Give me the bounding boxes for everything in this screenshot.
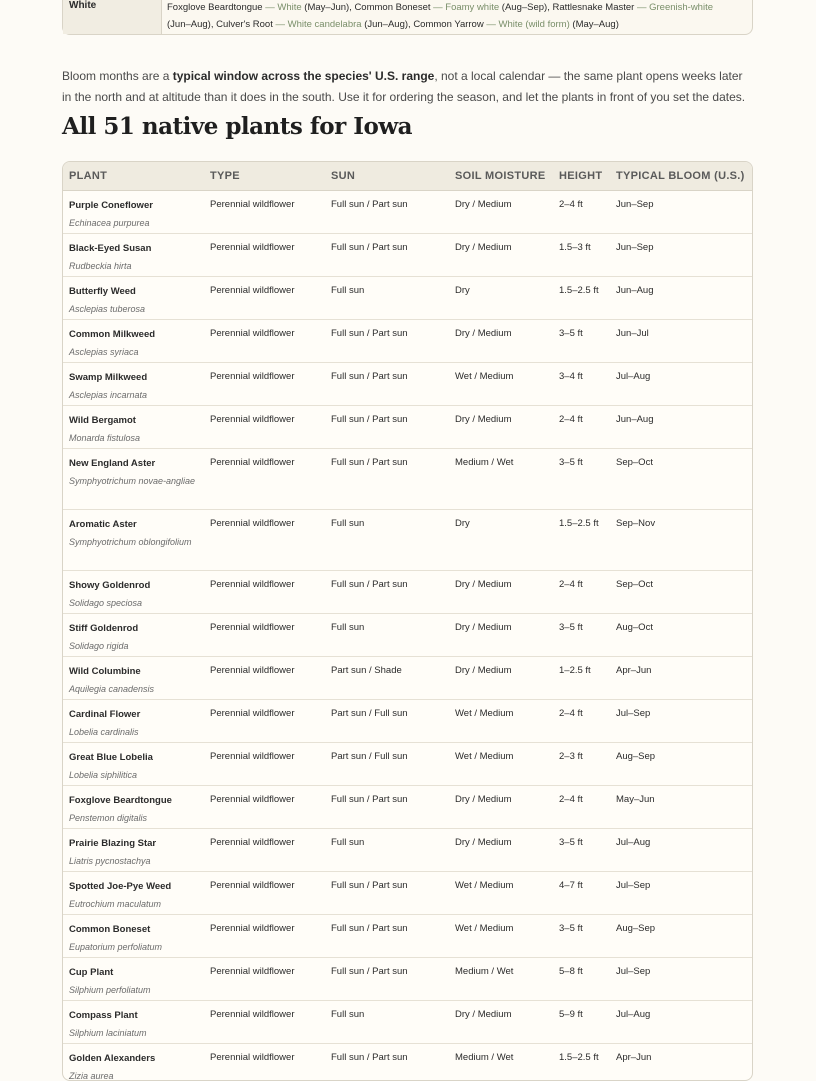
plant-scientific-name: Symphyotrichum oblongifolium xyxy=(69,534,198,551)
plant-cell xyxy=(63,449,204,510)
color-description: — Greenish-white xyxy=(634,2,713,13)
plant-common-name: Golden Alexanders xyxy=(69,1052,198,1066)
bloom-cell: Jun–Aug xyxy=(610,277,753,320)
plant-name-bloom: (Jun–Aug), Common Yarrow xyxy=(364,19,484,30)
table-row xyxy=(63,406,753,449)
plant-common-name: Common Boneset xyxy=(69,923,198,937)
height-cell: 2–4 ft xyxy=(553,191,610,234)
plant-cell xyxy=(63,406,204,449)
plant-name-bloom: (May–Aug) xyxy=(572,19,618,30)
table-header-row xyxy=(63,162,753,191)
plant-type-cell: Perennial wildflower xyxy=(204,915,325,958)
sun-cell: Part sun / Shade xyxy=(325,657,449,700)
bloom-cell: Jul–Sep xyxy=(610,872,753,915)
column-header[interactable]: PLANT xyxy=(63,162,204,191)
bloom-cell: May–Jun xyxy=(610,786,753,829)
plant-cell xyxy=(63,786,204,829)
height-cell: 2–4 ft xyxy=(553,700,610,743)
plant-common-name: Cup Plant xyxy=(69,966,198,980)
plant-common-name: Showy Goldenrod xyxy=(69,579,198,593)
sun-cell: Full sun / Part sun xyxy=(325,191,449,234)
table-row xyxy=(63,510,753,571)
plant-type-cell: Perennial wildflower xyxy=(204,510,325,571)
bloom-cell: Jun–Aug xyxy=(610,406,753,449)
plant-common-name: Spotted Joe-Pye Weed xyxy=(69,880,198,894)
plant-scientific-name: Silphium laciniatum xyxy=(69,1025,198,1042)
height-cell: 3–5 ft xyxy=(553,614,610,657)
column-header[interactable]: SUN xyxy=(325,162,449,191)
sun-cell: Part sun / Full sun xyxy=(325,700,449,743)
sun-cell: Full sun / Part sun xyxy=(325,406,449,449)
plant-scientific-name: Lobelia siphilitica xyxy=(69,767,198,784)
section-heading: All 51 native plants for Iowa xyxy=(62,113,412,140)
bloom-cell: Jul–Aug xyxy=(610,1001,753,1044)
plant-cell xyxy=(63,743,204,786)
soil-moisture-cell: Dry / Medium xyxy=(449,320,553,363)
table-row xyxy=(63,915,753,958)
plant-type-cell: Perennial wildflower xyxy=(204,657,325,700)
color-description: — White candelabra xyxy=(273,19,364,30)
plant-type-cell: Perennial wildflower xyxy=(204,320,325,363)
table-row xyxy=(63,657,753,700)
plant-scientific-name: Solidago rigida xyxy=(69,638,198,655)
bloom-cell: Apr–Jun xyxy=(610,1044,753,1081)
plant-table xyxy=(63,162,753,1081)
color-plant-line xyxy=(167,0,747,16)
table-row xyxy=(63,614,753,657)
table-body xyxy=(63,191,753,1081)
plant-type-cell: Perennial wildflower xyxy=(204,1001,325,1044)
note-text: , not a local calendar — the same plant opens weeks later in the north and at altitude than it does in the south. Use it for ordering the season, and let the plants in front of you set the dates. xyxy=(62,69,745,104)
plant-scientific-name: Penstemon digitalis xyxy=(69,810,198,827)
plant-cell xyxy=(63,234,204,277)
sun-cell: Full sun / Part sun xyxy=(325,786,449,829)
table-row xyxy=(63,743,753,786)
plant-name-bloom: (May–Jun), Common Boneset xyxy=(304,2,430,13)
soil-moisture-cell: Medium / Wet xyxy=(449,1044,553,1081)
height-cell: 1–2.5 ft xyxy=(553,657,610,700)
table-row xyxy=(63,320,753,363)
sun-cell: Full sun / Part sun xyxy=(325,320,449,363)
plant-common-name: Black-Eyed Susan xyxy=(69,242,198,256)
plant-cell xyxy=(63,700,204,743)
color-description: — White (wild form) xyxy=(484,19,573,30)
height-cell: 1.5–2.5 ft xyxy=(553,510,610,571)
height-cell: 5–9 ft xyxy=(553,1001,610,1044)
soil-moisture-cell: Wet / Medium xyxy=(449,872,553,915)
plant-common-name: Purple Coneflower xyxy=(69,199,198,213)
soil-moisture-cell: Dry / Medium xyxy=(449,657,553,700)
plant-scientific-name: Silphium perfoliatum xyxy=(69,982,198,999)
plant-common-name: Cardinal Flower xyxy=(69,708,198,722)
table-row xyxy=(63,700,753,743)
bloom-cell: Jul–Aug xyxy=(610,829,753,872)
table-row xyxy=(63,191,753,234)
height-cell: 1.5–3 ft xyxy=(553,234,610,277)
plant-type-cell: Perennial wildflower xyxy=(204,1044,325,1081)
soil-moisture-cell: Wet / Medium xyxy=(449,915,553,958)
height-cell: 3–5 ft xyxy=(553,449,610,510)
plant-type-cell: Perennial wildflower xyxy=(204,277,325,320)
sun-cell: Full sun xyxy=(325,1001,449,1044)
color-description: — Foamy white xyxy=(431,2,502,13)
table-row xyxy=(63,829,753,872)
height-cell: 2–3 ft xyxy=(553,743,610,786)
soil-moisture-cell: Medium / Wet xyxy=(449,449,553,510)
soil-moisture-cell: Dry / Medium xyxy=(449,614,553,657)
height-cell: 3–5 ft xyxy=(553,829,610,872)
sun-cell: Full sun xyxy=(325,614,449,657)
column-header[interactable]: HEIGHT xyxy=(553,162,610,191)
sun-cell: Full sun / Part sun xyxy=(325,958,449,1001)
color-label: White xyxy=(69,0,96,11)
height-cell: 5–8 ft xyxy=(553,958,610,1001)
plant-common-name: Aromatic Aster xyxy=(69,518,198,532)
plant-common-name: Prairie Blazing Star xyxy=(69,837,198,851)
plant-type-cell: Perennial wildflower xyxy=(204,571,325,614)
bloom-cell: Sep–Oct xyxy=(610,449,753,510)
plant-type-cell: Perennial wildflower xyxy=(204,234,325,277)
plant-common-name: New England Aster xyxy=(69,457,198,471)
color-plant-list xyxy=(167,0,747,33)
column-header[interactable]: TYPE xyxy=(204,162,325,191)
plant-common-name: Foxglove Beardtongue xyxy=(69,794,198,808)
plant-scientific-name: Asclepias syriaca xyxy=(69,344,198,361)
soil-moisture-cell: Dry xyxy=(449,510,553,571)
plant-cell xyxy=(63,614,204,657)
plant-cell xyxy=(63,1044,204,1081)
soil-moisture-cell: Dry / Medium xyxy=(449,829,553,872)
sun-cell: Full sun xyxy=(325,829,449,872)
plant-type-cell: Perennial wildflower xyxy=(204,829,325,872)
sun-cell: Full sun / Part sun xyxy=(325,1044,449,1081)
table-row xyxy=(63,571,753,614)
color-summary-card xyxy=(62,0,753,35)
plant-cell xyxy=(63,571,204,614)
plant-scientific-name: Solidago speciosa xyxy=(69,595,198,612)
plant-scientific-name: Symphyotrichum novae-angliae xyxy=(69,473,198,490)
bloom-cell: Aug–Sep xyxy=(610,915,753,958)
plant-name-bloom: (Aug–Sep), Rattlesnake Master xyxy=(502,2,635,13)
color-label-column xyxy=(63,0,162,34)
plant-common-name: Butterfly Weed xyxy=(69,285,198,299)
plant-cell xyxy=(63,277,204,320)
plant-scientific-name: Asclepias tuberosa xyxy=(69,301,198,318)
soil-moisture-cell: Dry / Medium xyxy=(449,786,553,829)
plant-type-cell: Perennial wildflower xyxy=(204,872,325,915)
soil-moisture-cell: Dry / Medium xyxy=(449,406,553,449)
color-plant-line xyxy=(167,16,747,33)
plant-type-cell: Perennial wildflower xyxy=(204,786,325,829)
plant-cell xyxy=(63,510,204,571)
table-row xyxy=(63,449,753,510)
color-description: — White xyxy=(263,2,305,13)
height-cell: 3–5 ft xyxy=(553,915,610,958)
table-row xyxy=(63,234,753,277)
plant-common-name: Swamp Milkweed xyxy=(69,371,198,385)
soil-moisture-cell: Dry / Medium xyxy=(449,234,553,277)
table-row xyxy=(63,872,753,915)
soil-moisture-cell: Dry / Medium xyxy=(449,1001,553,1044)
table-row xyxy=(63,363,753,406)
plant-scientific-name: Aquilegia canadensis xyxy=(69,681,198,698)
sun-cell: Full sun xyxy=(325,277,449,320)
height-cell: 3–5 ft xyxy=(553,320,610,363)
plant-cell xyxy=(63,829,204,872)
bloom-disclaimer xyxy=(62,66,753,108)
note-text: Bloom months are a xyxy=(62,69,173,83)
plant-common-name: Great Blue Lobelia xyxy=(69,751,198,765)
bloom-cell: Aug–Sep xyxy=(610,743,753,786)
bloom-cell: Aug–Oct xyxy=(610,614,753,657)
sun-cell: Part sun / Full sun xyxy=(325,743,449,786)
bloom-cell: Sep–Nov xyxy=(610,510,753,571)
bloom-cell: Jul–Aug xyxy=(610,363,753,406)
plant-type-cell: Perennial wildflower xyxy=(204,958,325,1001)
plant-common-name: Stiff Goldenrod xyxy=(69,622,198,636)
plant-type-cell: Perennial wildflower xyxy=(204,743,325,786)
soil-moisture-cell: Dry / Medium xyxy=(449,191,553,234)
plant-type-cell: Perennial wildflower xyxy=(204,191,325,234)
plant-cell xyxy=(63,657,204,700)
bloom-cell: Jul–Sep xyxy=(610,700,753,743)
table-row xyxy=(63,1001,753,1044)
plant-type-cell: Perennial wildflower xyxy=(204,406,325,449)
soil-moisture-cell: Medium / Wet xyxy=(449,958,553,1001)
plant-common-name: Common Milkweed xyxy=(69,328,198,342)
sun-cell: Full sun xyxy=(325,510,449,571)
plant-scientific-name: Eupatorium perfoliatum xyxy=(69,939,198,956)
plant-cell xyxy=(63,320,204,363)
plant-type-cell: Perennial wildflower xyxy=(204,363,325,406)
plant-scientific-name: Asclepias incarnata xyxy=(69,387,198,404)
plant-scientific-name: Liatris pycnostachya xyxy=(69,853,198,870)
plant-scientific-name: Lobelia cardinalis xyxy=(69,724,198,741)
sun-cell: Full sun / Part sun xyxy=(325,363,449,406)
height-cell: 1.5–2.5 ft xyxy=(553,277,610,320)
bloom-cell: Sep–Oct xyxy=(610,571,753,614)
plant-scientific-name: Rudbeckia hirta xyxy=(69,258,198,275)
sun-cell: Full sun / Part sun xyxy=(325,449,449,510)
table-row xyxy=(63,1044,753,1081)
note-emphasis: typical window across the species' U.S. range xyxy=(173,69,435,83)
soil-moisture-cell: Wet / Medium xyxy=(449,743,553,786)
sun-cell: Full sun / Part sun xyxy=(325,872,449,915)
plant-type-cell: Perennial wildflower xyxy=(204,614,325,657)
column-header[interactable]: SOIL MOISTURE xyxy=(449,162,553,191)
plant-scientific-name: Eutrochium maculatum xyxy=(69,896,198,913)
plant-scientific-name: Zizia aurea xyxy=(69,1068,198,1081)
plant-cell xyxy=(63,1001,204,1044)
plant-scientific-name: Monarda fistulosa xyxy=(69,430,198,447)
plant-table-container xyxy=(62,161,753,1081)
plant-cell xyxy=(63,363,204,406)
sun-cell: Full sun / Part sun xyxy=(325,915,449,958)
height-cell: 2–4 ft xyxy=(553,571,610,614)
height-cell: 1.5–2.5 ft xyxy=(553,1044,610,1081)
plant-common-name: Wild Bergamot xyxy=(69,414,198,428)
table-row xyxy=(63,277,753,320)
soil-moisture-cell: Wet / Medium xyxy=(449,363,553,406)
column-header[interactable]: TYPICAL BLOOM (U.S.) xyxy=(610,162,753,191)
height-cell: 4–7 ft xyxy=(553,872,610,915)
sun-cell: Full sun / Part sun xyxy=(325,234,449,277)
soil-moisture-cell: Wet / Medium xyxy=(449,700,553,743)
soil-moisture-cell: Dry xyxy=(449,277,553,320)
plant-type-cell: Perennial wildflower xyxy=(204,700,325,743)
height-cell: 2–4 ft xyxy=(553,406,610,449)
bloom-cell: Jun–Jul xyxy=(610,320,753,363)
bloom-cell: Jun–Sep xyxy=(610,234,753,277)
bloom-cell: Jul–Sep xyxy=(610,958,753,1001)
sun-cell: Full sun / Part sun xyxy=(325,571,449,614)
table-row xyxy=(63,958,753,1001)
plant-cell xyxy=(63,958,204,1001)
bloom-cell: Apr–Jun xyxy=(610,657,753,700)
height-cell: 2–4 ft xyxy=(553,786,610,829)
plant-name-bloom: (Jun–Aug), Culver's Root xyxy=(167,19,273,30)
plant-cell xyxy=(63,872,204,915)
table-row xyxy=(63,786,753,829)
plant-common-name: Compass Plant xyxy=(69,1009,198,1023)
height-cell: 3–4 ft xyxy=(553,363,610,406)
soil-moisture-cell: Dry / Medium xyxy=(449,571,553,614)
plant-cell xyxy=(63,915,204,958)
plant-cell xyxy=(63,191,204,234)
plant-common-name: Wild Columbine xyxy=(69,665,198,679)
bloom-cell: Jun–Sep xyxy=(610,191,753,234)
plant-type-cell: Perennial wildflower xyxy=(204,449,325,510)
plant-name-bloom: Foxglove Beardtongue xyxy=(167,2,263,13)
plant-scientific-name: Echinacea purpurea xyxy=(69,215,198,232)
